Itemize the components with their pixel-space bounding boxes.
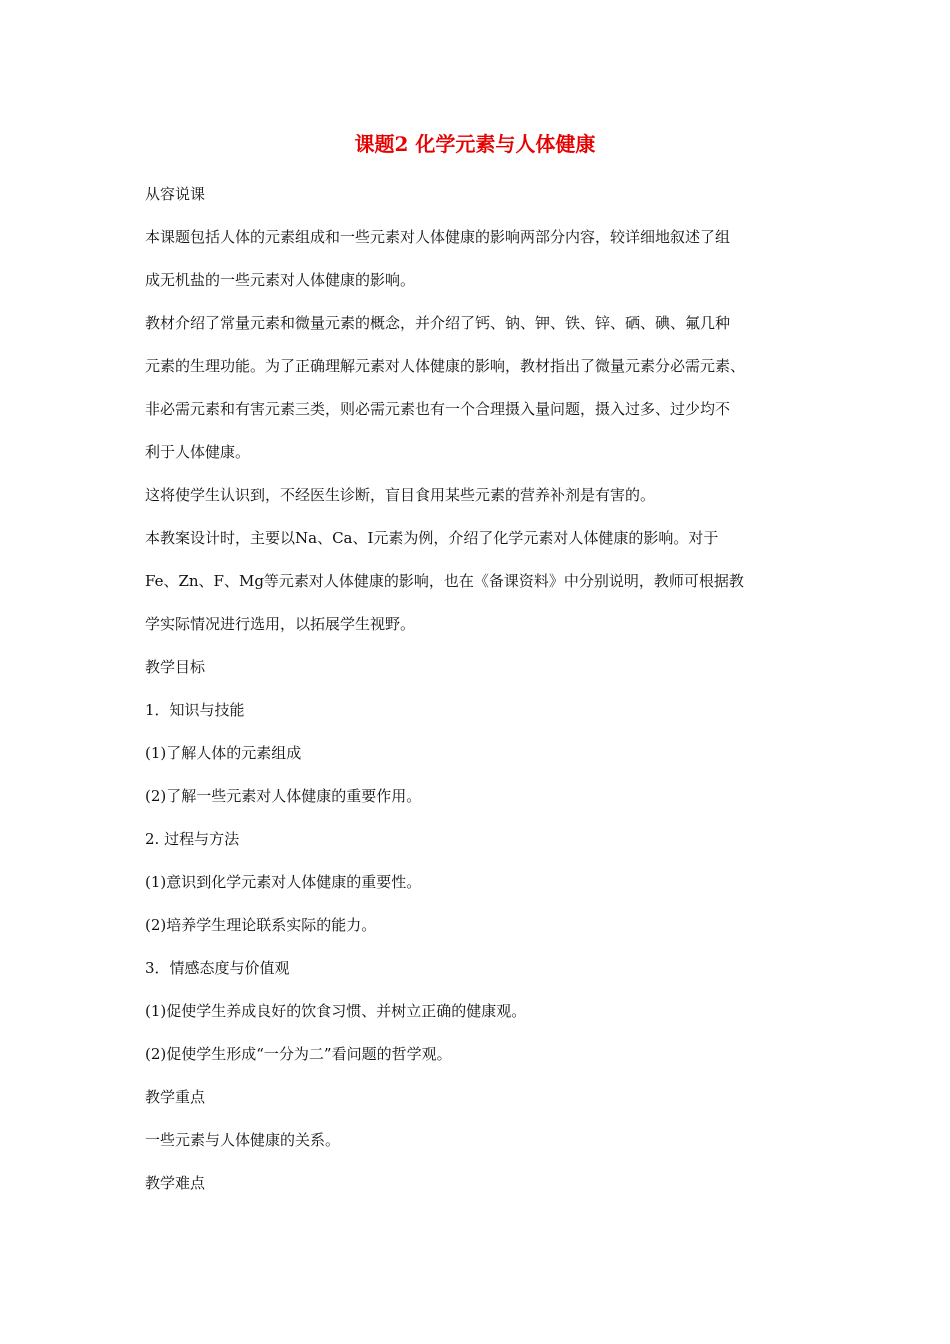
body-line: 非必需元素和有害元素三类，则必需元素也有一个合理摄入量问题，摄入过多、过少均不 <box>145 400 731 418</box>
body-line: 学实际情况进行选用，以拓展学生视野。 <box>145 615 416 633</box>
list-item: (2)培养学生理论联系实际的能力。 <box>145 916 377 934</box>
body-line: 教材介绍了常量元素和微量元素的概念，并介绍了钙、钠、钾、铁、锌、硒、碘、氟几种 <box>145 314 731 332</box>
body-line: 本课题包括人体的元素组成和一些元素对人体健康的影响两部分内容，较详细地叙述了组 <box>145 228 731 246</box>
list-item: (2)促使学生形成“一分为二”看问题的哲学观。 <box>145 1045 452 1063</box>
body-line: 一些元素与人体健康的关系。 <box>145 1131 341 1149</box>
list-item: (1)促使学生养成良好的饮食习惯、并树立正确的健康观。 <box>145 1002 527 1020</box>
section-heading-lecture: 从容说课 <box>145 185 206 203</box>
subheading-process: 2. 过程与方法 <box>145 830 240 848</box>
subheading-knowledge: 1．知识与技能 <box>145 701 245 719</box>
section-heading-difficulties: 教学难点 <box>145 1174 206 1192</box>
subheading-attitude: 3．情感态度与价值观 <box>145 959 290 977</box>
section-heading-key-points: 教学重点 <box>145 1088 206 1106</box>
section-heading-objectives: 教学目标 <box>145 658 206 676</box>
document-body <box>145 173 815 1205</box>
list-item: (1)意识到化学元素对人体健康的重要性。 <box>145 873 422 891</box>
list-item: (1)了解人体的元素组成 <box>145 744 302 762</box>
document-title: 课题2 化学元素与人体健康 <box>354 132 596 156</box>
body-line: 这将使学生认识到，不经医生诊断，盲目食用某些元素的营养补剂是有害的。 <box>145 486 656 504</box>
body-line: 元素的生理功能。为了正确理解元素对人体健康的影响，教材指出了微量元素分必需元素、 <box>145 357 746 375</box>
body-line: 本教案设计时，主要以Na、Ca、I元素为例，介绍了化学元素对人体健康的影响。对于 <box>145 529 719 547</box>
body-line: 成无机盐的一些元素对人体健康的影响。 <box>145 271 416 289</box>
list-item: (2)了解一些元素对人体健康的重要作用。 <box>145 787 422 805</box>
body-line: Fe、Zn、F、Mg等元素对人体健康的影响，也在《备课资料》中分别说明，教师可根据教 <box>145 572 744 590</box>
body-line: 利于人体健康。 <box>145 443 251 461</box>
